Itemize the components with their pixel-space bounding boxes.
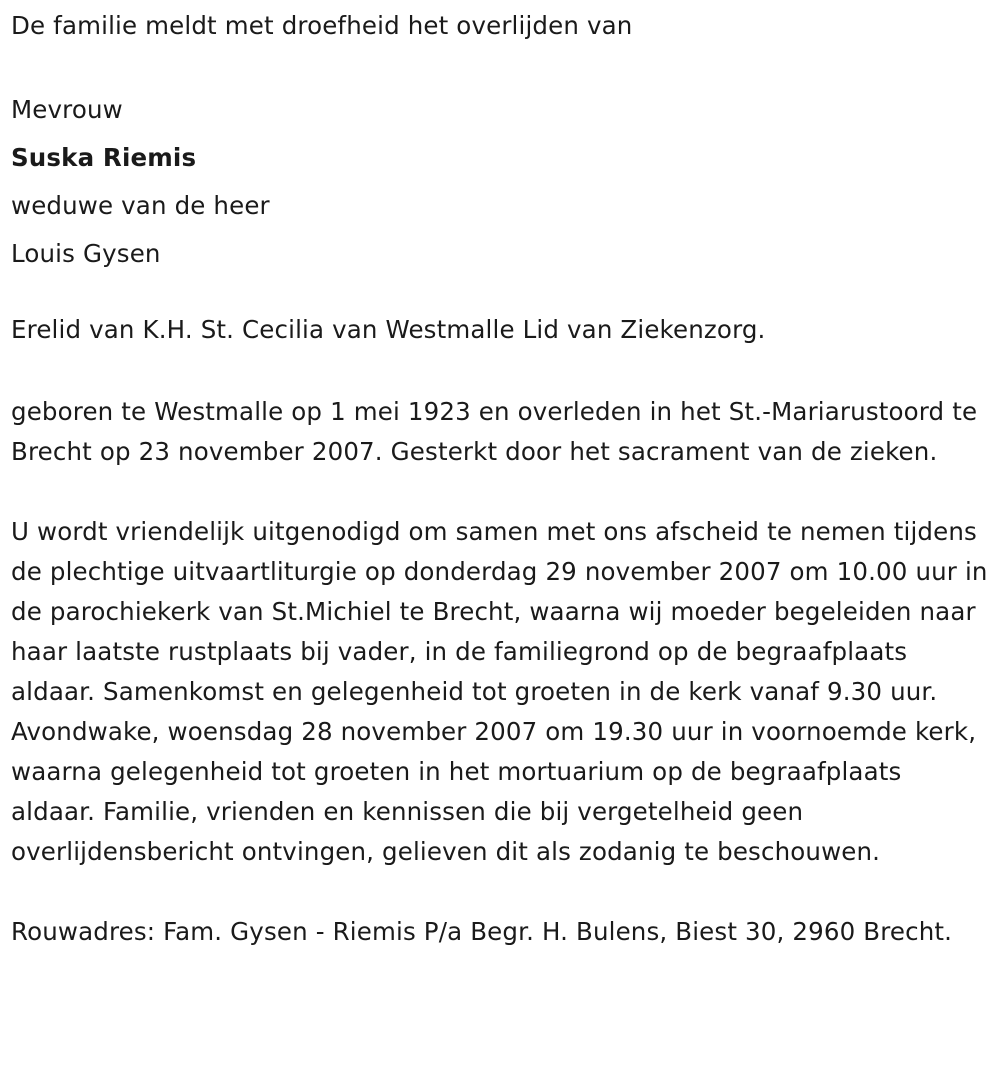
salutation: Mevrouw	[11, 95, 123, 124]
intro-text: De familie meldt met droefheid het overlijden van	[11, 11, 633, 40]
membership-text: Erelid van K.H. St. Cecilia van Westmalle Lid van Ziekenzorg.	[11, 315, 766, 344]
names-block	[11, 86, 992, 278]
address-paragraph: Rouwadres: Fam. Gysen - Riemis P/a Begr. H. Bulens, Biest 30, 2960 Brecht.	[11, 917, 953, 946]
spouse-name: Louis Gysen	[11, 239, 161, 268]
birth-death-paragraph: geboren te Westmalle op 1 mei 1923 en overleden in het St.-Mariarustoord te Brecht op 23 november 2007. Gesterkt door het sacrament van de zieken.	[11, 397, 978, 466]
relation-text: weduwe van de heer	[11, 191, 270, 220]
deceased-name: Suska Riemis	[11, 143, 197, 172]
invitation-paragraph: U wordt vriendelijk uitgenodigd om samen met ons afscheid te nemen tijdens de plechtige uitvaartliturgie op donderdag 29 november 2007 om 10.00 uur in de parochiekerk van St.Michiel te Brecht, waarna wij moeder begeleiden naar haar laatste rustplaats bij vader, in de familiegrond op de begraafplaats aldaar. Samenkomst en gelegenheid tot groeten in de kerk vanaf 9.30 uur. Avondwake, woensdag 28 november 2007 om 19.30 uur in voornoemde kerk, waarna gelegenheid tot groeten in het mortuarium op de begraafplaats aldaar. Familie, vrienden en kennissen die bij vergetelheid geen overlijdensbericht ontvingen, gelieven dit als zodanig te beschouwen.	[11, 517, 988, 866]
